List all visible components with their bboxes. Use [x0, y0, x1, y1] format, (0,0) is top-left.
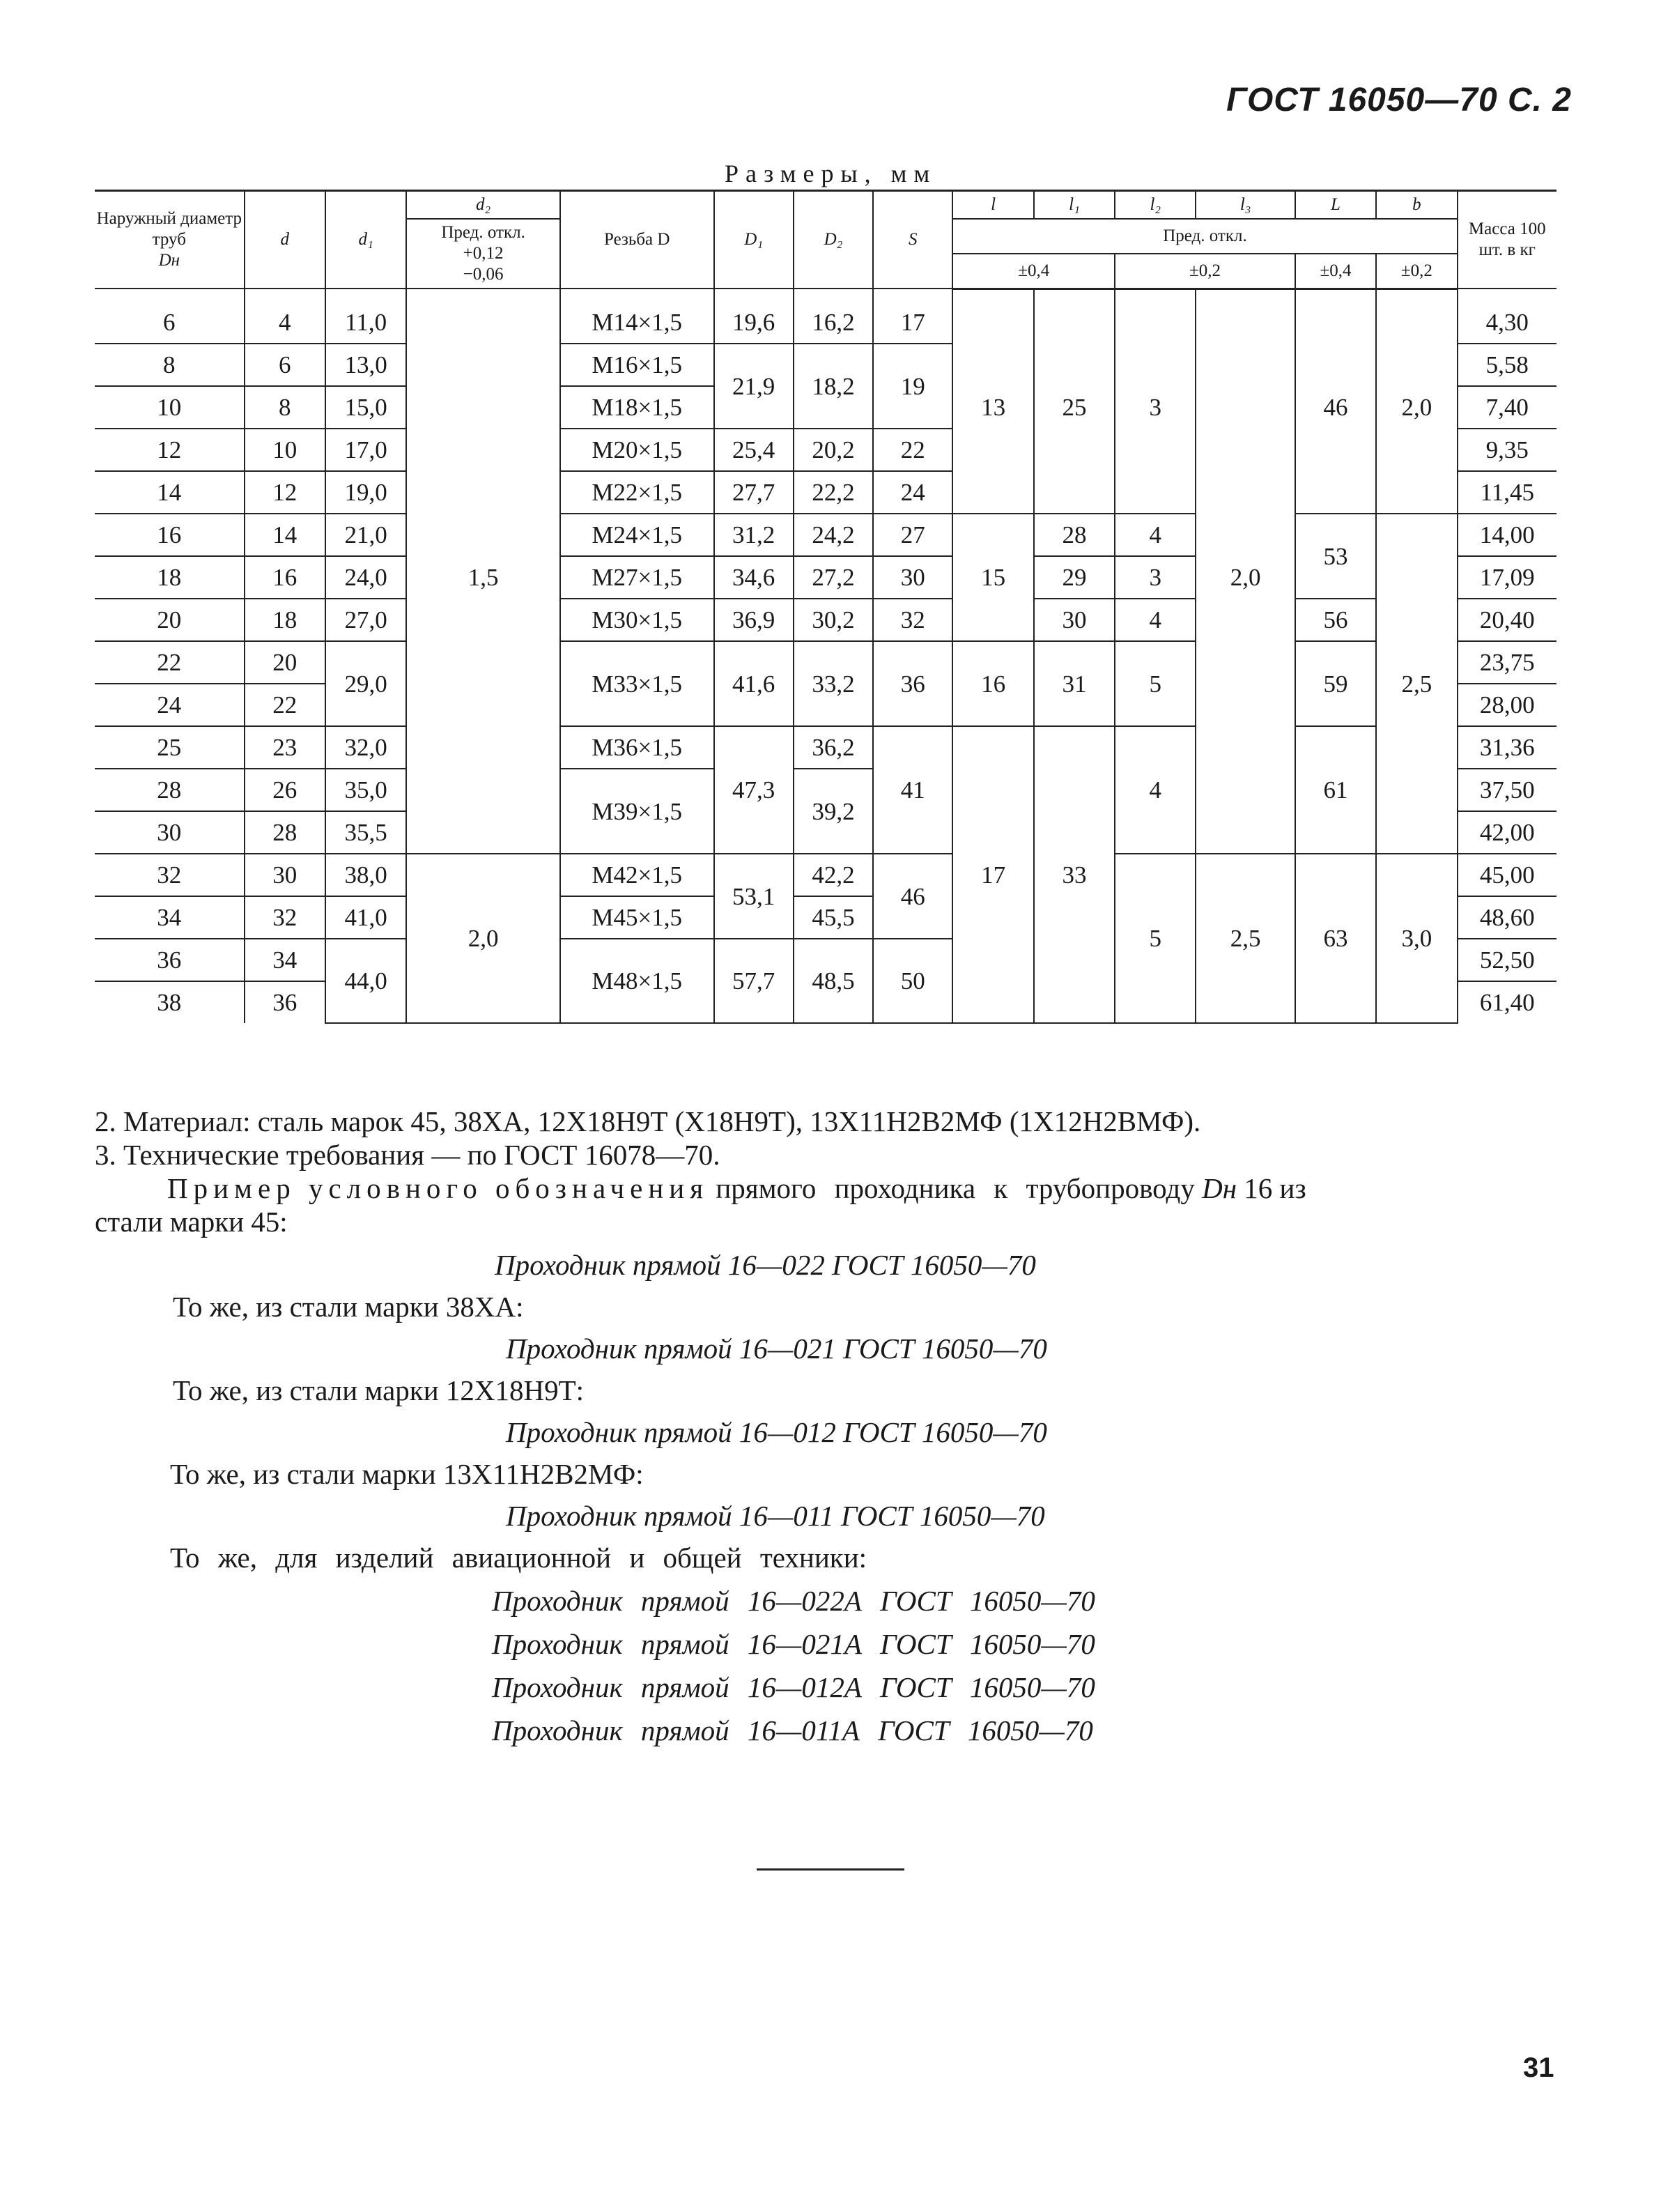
mass-cell: 17,09 — [1458, 556, 1557, 599]
dn-cell: 10 — [95, 386, 245, 429]
page-header: ГОСТ 16050—70 С. 2 — [1226, 82, 1572, 118]
l2-cell: 4 — [1115, 726, 1196, 854]
d1-cell: 11,0 — [325, 289, 406, 344]
S-cell: 41 — [873, 726, 952, 854]
D1-cell: 41,6 — [714, 641, 794, 726]
example-rest-text: прямого проходника к трубопроводу — [716, 1172, 1195, 1204]
d-cell: 8 — [245, 386, 325, 429]
S-cell: 46 — [873, 854, 952, 939]
thread-cell: М18×1,5 — [560, 386, 714, 429]
example-dn-symbol: Dн — [1202, 1172, 1237, 1204]
d1-cell: 44,0 — [325, 939, 406, 1023]
dn-cell: 24 — [95, 684, 245, 726]
designation-intro: То же, для изделий авиационной и общей техники: — [170, 1542, 867, 1574]
dn-cell: 25 — [95, 726, 245, 769]
mass-cell: 61,40 — [1458, 981, 1557, 1023]
d1-cell: 41,0 — [325, 896, 406, 939]
D2-cell: 27,2 — [794, 556, 873, 599]
designation-intro: То же, из стали марки 12Х18Н9Т: — [173, 1374, 585, 1406]
b-cell: 2,0 — [1376, 289, 1457, 514]
dimensions-table — [95, 190, 1556, 1024]
b-cell: 2,5 — [1376, 514, 1457, 854]
L-cell: 53 — [1295, 514, 1376, 599]
L-cell: 61 — [1295, 726, 1376, 854]
header-l1: l₁ — [1034, 191, 1115, 220]
designation-line: Проходник прямой 16—011 ГОСТ 16050—70 — [506, 1500, 1045, 1532]
thread-cell: М36×1,5 — [560, 726, 714, 769]
l-cell: 17 — [952, 726, 1033, 1023]
designation-line: Проходник прямой 16—012А ГОСТ 16050—70 — [492, 1671, 1095, 1703]
dn-cell: 32 — [95, 854, 245, 896]
designation-group-2 — [95, 1290, 1565, 1365]
l1-cell: 30 — [1034, 599, 1115, 641]
d-cell: 6 — [245, 344, 325, 386]
example-spaced-text: Пример условного обозначения — [167, 1172, 709, 1204]
header-b: b — [1376, 191, 1457, 220]
header-D2: D₂ — [794, 191, 873, 289]
header-l: l — [952, 191, 1033, 220]
thread-cell: М27×1,5 — [560, 556, 714, 599]
designation-line: Проходник прямой 16—022 ГОСТ 16050—70 — [495, 1249, 1036, 1281]
l-cell: 16 — [952, 641, 1033, 726]
b-cell: 3,0 — [1376, 854, 1457, 1023]
thread-cell: М24×1,5 — [560, 514, 714, 556]
dn-cell: 30 — [95, 811, 245, 854]
mass-cell: 5,58 — [1458, 344, 1557, 386]
l1-cell: 29 — [1034, 556, 1115, 599]
thread-cell: М22×1,5 — [560, 471, 714, 514]
d1-cell: 35,5 — [325, 811, 406, 854]
D2-cell: 42,2 — [794, 854, 873, 896]
S-cell: 22 — [873, 429, 952, 471]
thread-cell: М20×1,5 — [560, 429, 714, 471]
d1-cell: 32,0 — [325, 726, 406, 769]
l3-cell: 2,5 — [1196, 854, 1295, 1023]
tolerance-b: ±0,2 — [1376, 254, 1457, 289]
header-outer-diameter: Наружный диаметр труб Dн — [95, 191, 245, 289]
designation-group-3 — [95, 1374, 1565, 1449]
designation-line: Проходник прямой 16—012 ГОСТ 16050—70 — [506, 1416, 1047, 1448]
dn-cell: 14 — [95, 471, 245, 514]
l1-cell: 28 — [1034, 514, 1115, 556]
end-rule — [757, 1868, 904, 1871]
d1-cell: 27,0 — [325, 599, 406, 641]
S-cell: 50 — [873, 939, 952, 1023]
L-cell: 63 — [1295, 854, 1376, 1023]
D1-cell: 21,9 — [714, 344, 794, 429]
d-cell: 18 — [245, 599, 325, 641]
l1-cell: 25 — [1034, 289, 1115, 514]
thread-cell: М33×1,5 — [560, 641, 714, 726]
designation-line: Проходник прямой 16—021А ГОСТ 16050—70 — [492, 1628, 1095, 1660]
thread-cell: М16×1,5 — [560, 344, 714, 386]
L-cell: 59 — [1295, 641, 1376, 726]
header-d2-tolerance: Пред. откл. +0,12 −0,06 — [406, 219, 560, 289]
thread-cell: М14×1,5 — [560, 289, 714, 344]
d-cell: 34 — [245, 939, 325, 981]
mass-cell: 23,75 — [1458, 641, 1557, 684]
l3-cell: 2,0 — [1196, 289, 1295, 854]
l2-cell: 5 — [1115, 854, 1196, 1023]
D1-cell: 53,1 — [714, 854, 794, 939]
header-mass: Масса 100 шт. в кг — [1458, 191, 1557, 289]
tolerance-l-l1: ±0,4 — [952, 254, 1115, 289]
thread-cell: М45×1,5 — [560, 896, 714, 939]
d-cell: 10 — [245, 429, 325, 471]
mass-cell: 4,30 — [1458, 289, 1557, 344]
D1-cell: 27,7 — [714, 471, 794, 514]
S-cell: 36 — [873, 641, 952, 726]
d-cell: 23 — [245, 726, 325, 769]
d2-cell: 1,5 — [406, 289, 560, 854]
designation-group-4 — [95, 1457, 1565, 1533]
dn-cell: 18 — [95, 556, 245, 599]
d1-cell: 21,0 — [325, 514, 406, 556]
D2-cell: 16,2 — [794, 289, 873, 344]
thread-cell: М42×1,5 — [560, 854, 714, 896]
mass-cell: 7,40 — [1458, 386, 1557, 429]
dn-cell: 34 — [95, 896, 245, 939]
d-cell: 14 — [245, 514, 325, 556]
mass-cell: 37,50 — [1458, 769, 1557, 811]
designation-intro: То же, из стали марки 13Х11Н2В2МФ: — [170, 1458, 644, 1490]
designation-group-1 — [95, 1248, 1565, 1282]
d-cell: 36 — [245, 981, 325, 1023]
D2-cell: 20,2 — [794, 429, 873, 471]
D1-cell: 36,9 — [714, 599, 794, 641]
header-thread: Резьба D — [560, 191, 714, 289]
S-cell: 32 — [873, 599, 952, 641]
D1-cell: 47,3 — [714, 726, 794, 854]
d-cell: 28 — [245, 811, 325, 854]
D2-cell: 39,2 — [794, 769, 873, 854]
designation-intro: То же, из стали марки 38ХА: — [173, 1291, 524, 1323]
thread-cell: М48×1,5 — [560, 939, 714, 1023]
dn-cell: 16 — [95, 514, 245, 556]
mass-cell: 28,00 — [1458, 684, 1557, 726]
header-limit-deviations: Пред. откл. — [952, 219, 1457, 254]
tolerance-L: ±0,4 — [1295, 254, 1376, 289]
mass-cell: 31,36 — [1458, 726, 1557, 769]
d-cell: 32 — [245, 896, 325, 939]
D1-cell: 57,7 — [714, 939, 794, 1023]
note-material: 2. Материал: сталь марок 45, 38ХА, 12Х18Н9Т (Х18Н9Т), 13Х11Н2В2МФ (1Х12Н2ВМФ). — [95, 1105, 1201, 1137]
S-cell: 19 — [873, 344, 952, 429]
header-L: L — [1295, 191, 1376, 220]
thread-cell: М39×1,5 — [560, 769, 714, 854]
page-number: 31 — [1523, 2052, 1554, 2083]
d1-cell: 19,0 — [325, 471, 406, 514]
mass-cell: 52,50 — [1458, 939, 1557, 981]
dn-cell: 6 — [95, 289, 245, 344]
header-d: d — [245, 191, 325, 289]
d1-cell: 13,0 — [325, 344, 406, 386]
L-cell: 46 — [1295, 289, 1376, 514]
d1-cell: 29,0 — [325, 641, 406, 726]
designation-group-5 — [95, 1541, 1565, 1747]
designation-line: Проходник прямой 16—021 ГОСТ 16050—70 — [506, 1332, 1047, 1365]
D2-cell: 18,2 — [794, 344, 873, 429]
table-caption: Размеры, мм — [725, 160, 937, 187]
d2-cell: 2,0 — [406, 854, 560, 1023]
S-cell: 24 — [873, 471, 952, 514]
tolerance-l2-l3: ±0,2 — [1115, 254, 1295, 289]
d-cell: 30 — [245, 854, 325, 896]
D2-cell: 33,2 — [794, 641, 873, 726]
mass-cell: 9,35 — [1458, 429, 1557, 471]
d1-cell: 17,0 — [325, 429, 406, 471]
D2-cell: 45,5 — [794, 896, 873, 939]
D2-cell: 30,2 — [794, 599, 873, 641]
D1-cell: 34,6 — [714, 556, 794, 599]
header-l3: l₃ — [1196, 191, 1295, 220]
dn-cell: 36 — [95, 939, 245, 981]
d-cell: 22 — [245, 684, 325, 726]
D2-cell: 36,2 — [794, 726, 873, 769]
note-example-line2: стали марки 45: — [95, 1206, 288, 1238]
l2-cell: 3 — [1115, 289, 1196, 514]
example-tail-text: 16 из — [1244, 1172, 1306, 1204]
dn-cell: 20 — [95, 599, 245, 641]
l-cell: 13 — [952, 289, 1033, 514]
designation-line: Проходник прямой 16—011А ГОСТ 16050—70 — [492, 1714, 1093, 1746]
d1-cell: 24,0 — [325, 556, 406, 599]
mass-cell: 45,00 — [1458, 854, 1557, 896]
mass-cell: 14,00 — [1458, 514, 1557, 556]
dn-cell: 22 — [95, 641, 245, 684]
header-d2: d₂ — [406, 191, 560, 220]
l2-cell: 5 — [1115, 641, 1196, 726]
D1-cell: 31,2 — [714, 514, 794, 556]
l2-cell: 4 — [1115, 599, 1196, 641]
header-l2: l₂ — [1115, 191, 1196, 220]
note-technical-requirements: 3. Технические требования — по ГОСТ 16078—70. — [95, 1139, 720, 1171]
header-d1: d₁ — [325, 191, 406, 289]
d-cell: 4 — [245, 289, 325, 344]
d-cell: 16 — [245, 556, 325, 599]
header-S: S — [873, 191, 952, 289]
mass-cell: 11,45 — [1458, 471, 1557, 514]
thread-cell: М30×1,5 — [560, 599, 714, 641]
designation-line: Проходник прямой 16—022А ГОСТ 16050—70 — [492, 1585, 1095, 1617]
l-cell: 15 — [952, 514, 1033, 641]
S-cell: 27 — [873, 514, 952, 556]
mass-cell: 48,60 — [1458, 896, 1557, 939]
mass-cell: 42,00 — [1458, 811, 1557, 854]
d-cell: 20 — [245, 641, 325, 684]
l2-cell: 4 — [1115, 514, 1196, 556]
d-cell: 26 — [245, 769, 325, 811]
D1-cell: 19,6 — [714, 289, 794, 344]
dn-cell: 12 — [95, 429, 245, 471]
dn-cell: 8 — [95, 344, 245, 386]
S-cell: 17 — [873, 289, 952, 344]
dn-cell: 38 — [95, 981, 245, 1023]
mass-cell: 20,40 — [1458, 599, 1557, 641]
d1-cell: 38,0 — [325, 854, 406, 896]
d-cell: 12 — [245, 471, 325, 514]
S-cell: 30 — [873, 556, 952, 599]
l1-cell: 31 — [1034, 641, 1115, 726]
notes-section — [95, 1105, 1565, 1747]
D2-cell: 24,2 — [794, 514, 873, 556]
D2-cell: 48,5 — [794, 939, 873, 1023]
D2-cell: 22,2 — [794, 471, 873, 514]
note-example — [95, 1172, 1565, 1205]
L-cell: 56 — [1295, 599, 1376, 641]
dn-cell: 28 — [95, 769, 245, 811]
D1-cell: 25,4 — [714, 429, 794, 471]
d1-cell: 15,0 — [325, 386, 406, 429]
d1-cell: 35,0 — [325, 769, 406, 811]
l1-cell: 33 — [1034, 726, 1115, 1023]
l2-cell: 3 — [1115, 556, 1196, 599]
header-D1: D₁ — [714, 191, 794, 289]
